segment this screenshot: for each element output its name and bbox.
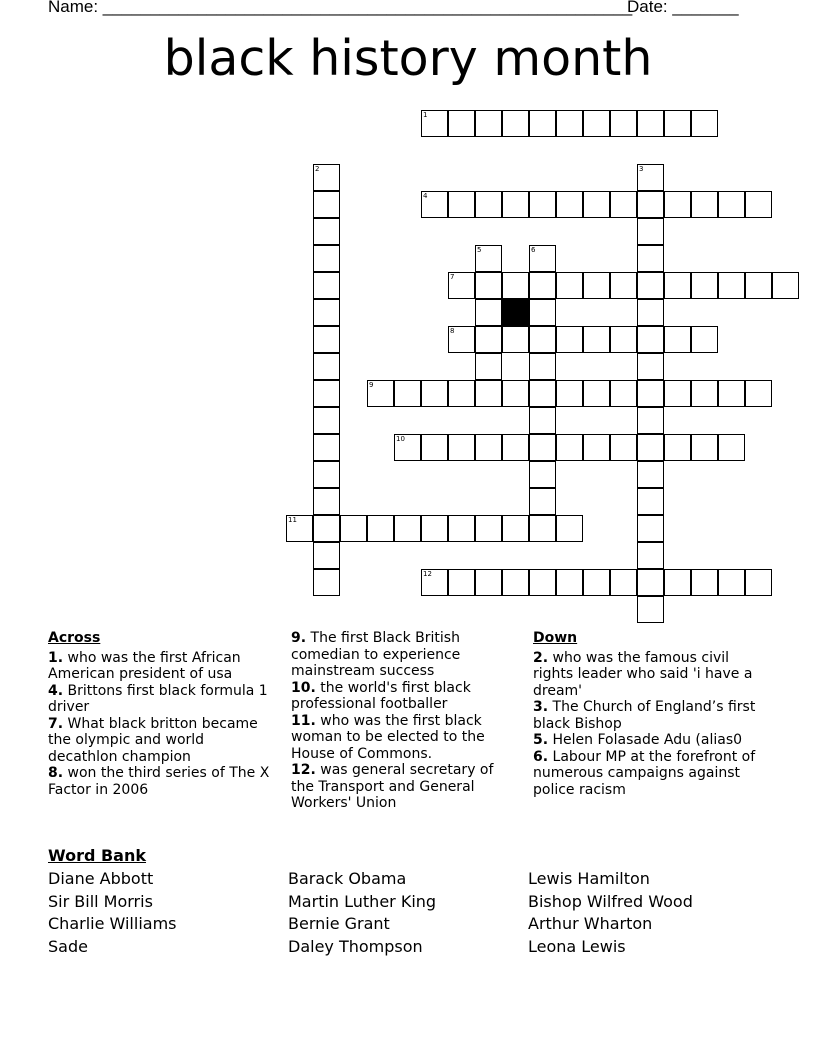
grid-cell[interactable] bbox=[691, 380, 718, 407]
clue-number-label: 2 bbox=[315, 165, 320, 173]
grid-cell[interactable] bbox=[637, 515, 664, 542]
name-field-label: Name: ________________________________________________________ bbox=[48, 0, 633, 16]
grid-cell[interactable] bbox=[475, 569, 502, 596]
grid-cell[interactable] bbox=[637, 272, 664, 299]
clue-down-2 bbox=[533, 650, 769, 700]
clue-number: 6. bbox=[533, 748, 549, 765]
grid-cell[interactable] bbox=[637, 407, 664, 434]
grid-cell[interactable] bbox=[718, 191, 745, 218]
grid-cell[interactable] bbox=[637, 245, 664, 272]
clue-number: 1. bbox=[48, 649, 64, 666]
grid-cell[interactable] bbox=[502, 191, 529, 218]
grid-cell[interactable] bbox=[583, 326, 610, 353]
clue-text: the world's first black professional footballer bbox=[291, 679, 471, 712]
grid-cell[interactable] bbox=[664, 326, 691, 353]
grid-cell[interactable] bbox=[637, 434, 664, 461]
grid-cell[interactable] bbox=[313, 353, 340, 380]
grid-cell[interactable] bbox=[583, 569, 610, 596]
across-clues-column-2 bbox=[291, 630, 511, 812]
clue-number-label: 3 bbox=[639, 165, 644, 173]
grid-cell[interactable] bbox=[691, 569, 718, 596]
word-bank-item: Barack Obama bbox=[288, 869, 407, 888]
clue-text: Brittons first black formula 1 driver bbox=[48, 682, 268, 715]
clue-across-9 bbox=[291, 630, 511, 680]
clue-text: What black britton became the olympic and world decathlon champion bbox=[48, 715, 258, 765]
clue-number: 9. bbox=[291, 630, 307, 646]
grid-cell[interactable] bbox=[313, 542, 340, 569]
clue-text: who was the first black woman to be elected to the House of Commons. bbox=[291, 712, 485, 762]
clue-number: 3. bbox=[533, 699, 549, 715]
grid-cell[interactable] bbox=[529, 110, 556, 137]
down-heading: Down bbox=[533, 630, 578, 646]
grid-cell[interactable] bbox=[529, 353, 556, 380]
grid-cell[interactable] bbox=[529, 299, 556, 326]
grid-cell[interactable] bbox=[583, 272, 610, 299]
grid-cell[interactable] bbox=[556, 569, 583, 596]
grid-cell[interactable] bbox=[556, 110, 583, 137]
grid-cell[interactable] bbox=[664, 191, 691, 218]
grid-cell[interactable] bbox=[313, 461, 340, 488]
clue-across-7 bbox=[48, 716, 276, 766]
word-bank-item: Lewis Hamilton bbox=[528, 869, 650, 888]
grid-cell[interactable] bbox=[529, 569, 556, 596]
word-bank-heading: Word Bank bbox=[48, 846, 147, 865]
grid-cell[interactable] bbox=[718, 380, 745, 407]
clue-text: was general secretary of the Transport and General Workers' Union bbox=[291, 762, 494, 811]
grid-cell[interactable] bbox=[637, 488, 664, 515]
grid-cell[interactable] bbox=[745, 272, 772, 299]
grid-cell[interactable] bbox=[637, 353, 664, 380]
grid-cell[interactable] bbox=[610, 326, 637, 353]
grid-cell[interactable] bbox=[502, 434, 529, 461]
clue-text: Helen Folasade Adu (alias0 bbox=[552, 732, 743, 748]
grid-cell[interactable] bbox=[313, 245, 340, 272]
grid-cell[interactable] bbox=[637, 191, 664, 218]
grid-cell[interactable] bbox=[502, 326, 529, 353]
grid-cell[interactable] bbox=[610, 434, 637, 461]
grid-cell[interactable] bbox=[475, 515, 502, 542]
grid-cell[interactable] bbox=[313, 434, 340, 461]
grid-cell[interactable] bbox=[610, 110, 637, 137]
grid-cell[interactable] bbox=[313, 515, 340, 542]
grid-cell[interactable] bbox=[529, 272, 556, 299]
grid-cell[interactable] bbox=[313, 380, 340, 407]
grid-cell[interactable] bbox=[610, 569, 637, 596]
date-field-label: Date: _______ bbox=[627, 0, 739, 16]
clue-number-label: 12 bbox=[423, 570, 432, 578]
grid-cell[interactable] bbox=[637, 218, 664, 245]
word-bank-item: Sade bbox=[48, 937, 88, 957]
grid-cell[interactable] bbox=[313, 164, 340, 191]
grid-cell[interactable] bbox=[556, 515, 583, 542]
grid-cell[interactable] bbox=[664, 569, 691, 596]
grid-cell[interactable] bbox=[691, 272, 718, 299]
grid-cell[interactable] bbox=[664, 272, 691, 299]
clue-number: 12. bbox=[291, 762, 316, 778]
grid-cell[interactable] bbox=[583, 434, 610, 461]
clue-number: 4. bbox=[48, 682, 64, 699]
grid-cell[interactable] bbox=[313, 191, 340, 218]
grid-cell[interactable] bbox=[772, 272, 799, 299]
grid-cell[interactable] bbox=[718, 272, 745, 299]
grid-cell[interactable] bbox=[664, 110, 691, 137]
word-bank-item: Diane Abbott bbox=[48, 869, 154, 888]
clue-text: Labour MP at the forefront of numerous campaigns against police racism bbox=[533, 748, 756, 798]
black-square bbox=[502, 299, 529, 326]
grid-cell[interactable] bbox=[637, 326, 664, 353]
grid-cell[interactable] bbox=[448, 191, 475, 218]
grid-cell[interactable] bbox=[556, 380, 583, 407]
grid-cell[interactable] bbox=[556, 326, 583, 353]
clue-number-label: 8 bbox=[450, 327, 455, 335]
grid-cell[interactable] bbox=[421, 569, 448, 596]
grid-cell[interactable] bbox=[529, 407, 556, 434]
grid-cell[interactable] bbox=[448, 515, 475, 542]
page-title: black history month bbox=[163, 30, 653, 87]
down-clues-column bbox=[533, 630, 769, 798]
clue-across-11 bbox=[291, 713, 511, 763]
grid-cell[interactable] bbox=[502, 380, 529, 407]
grid-cell[interactable] bbox=[475, 380, 502, 407]
grid-cell[interactable] bbox=[448, 326, 475, 353]
word-bank-item: Leona Lewis bbox=[528, 937, 626, 957]
grid-cell[interactable] bbox=[313, 299, 340, 326]
grid-cell[interactable] bbox=[367, 515, 394, 542]
grid-cell[interactable] bbox=[394, 515, 421, 542]
grid-cell[interactable] bbox=[340, 515, 367, 542]
word-bank-item: Charlie Williams bbox=[48, 914, 177, 934]
grid-cell[interactable] bbox=[529, 191, 556, 218]
grid-cell[interactable] bbox=[529, 326, 556, 353]
grid-cell[interactable] bbox=[448, 434, 475, 461]
clue-number-label: 11 bbox=[288, 516, 297, 524]
clue-down-5 bbox=[533, 732, 769, 749]
grid-cell[interactable] bbox=[475, 353, 502, 380]
grid-cell[interactable] bbox=[475, 299, 502, 326]
grid-cell[interactable] bbox=[745, 191, 772, 218]
clue-across-1 bbox=[48, 650, 276, 683]
clue-text: The first Black British comedian to experience mainstream success bbox=[291, 630, 461, 679]
grid-cell[interactable] bbox=[583, 110, 610, 137]
grid-cell[interactable] bbox=[529, 461, 556, 488]
grid-cell[interactable] bbox=[313, 326, 340, 353]
grid-cell[interactable] bbox=[394, 434, 421, 461]
clue-number-label: 10 bbox=[396, 435, 405, 443]
clue-text: The Church of England’s first black Bishop bbox=[533, 699, 756, 732]
grid-cell[interactable] bbox=[718, 569, 745, 596]
grid-cell[interactable] bbox=[745, 380, 772, 407]
grid-cell[interactable] bbox=[637, 299, 664, 326]
grid-cell[interactable] bbox=[637, 380, 664, 407]
clue-number: 5. bbox=[533, 732, 549, 748]
word-bank-item: Sir Bill Morris bbox=[48, 891, 153, 911]
clue-text: who was the first African American president of usa bbox=[48, 649, 241, 682]
grid-cell[interactable] bbox=[529, 434, 556, 461]
grid-cell[interactable] bbox=[718, 434, 745, 461]
grid-cell[interactable] bbox=[421, 434, 448, 461]
clue-across-12 bbox=[291, 762, 511, 812]
clue-text: won the third series of The X Factor in 2006 bbox=[48, 765, 270, 798]
clue-text: who was the famous civil rights leader who said 'i have a dream' bbox=[533, 649, 753, 699]
grid-cell[interactable] bbox=[637, 461, 664, 488]
grid-cell[interactable] bbox=[502, 569, 529, 596]
grid-cell[interactable] bbox=[421, 110, 448, 137]
grid-cell[interactable] bbox=[637, 569, 664, 596]
grid-cell[interactable] bbox=[637, 596, 664, 623]
grid-cell[interactable] bbox=[502, 515, 529, 542]
clue-down-3 bbox=[533, 699, 769, 732]
grid-cell[interactable] bbox=[448, 569, 475, 596]
grid-cell[interactable] bbox=[421, 515, 448, 542]
clue-across-4 bbox=[48, 683, 276, 716]
grid-cell[interactable] bbox=[475, 326, 502, 353]
word-bank-item: Daley Thompson bbox=[288, 937, 423, 957]
grid-cell[interactable] bbox=[313, 488, 340, 515]
clue-number: 8. bbox=[48, 765, 64, 781]
clue-number: 10. bbox=[291, 679, 316, 696]
grid-cell[interactable] bbox=[313, 218, 340, 245]
grid-cell[interactable] bbox=[610, 380, 637, 407]
grid-cell[interactable] bbox=[502, 110, 529, 137]
grid-cell[interactable] bbox=[448, 110, 475, 137]
grid-cell[interactable] bbox=[637, 542, 664, 569]
grid-cell[interactable] bbox=[529, 245, 556, 272]
grid-cell[interactable] bbox=[583, 191, 610, 218]
across-heading: Across bbox=[48, 630, 101, 646]
clue-number: 7. bbox=[48, 715, 64, 732]
word-bank-item: Arthur Wharton bbox=[528, 914, 653, 934]
clue-across-8 bbox=[48, 765, 276, 798]
grid-cell[interactable] bbox=[691, 110, 718, 137]
word-bank-item: Bishop Wilfred Wood bbox=[528, 891, 693, 911]
grid-cell[interactable] bbox=[529, 515, 556, 542]
grid-cell[interactable] bbox=[529, 488, 556, 515]
grid-cell[interactable] bbox=[637, 164, 664, 191]
word-bank-item: Bernie Grant bbox=[288, 914, 390, 934]
word-bank-item: Martin Luther King bbox=[288, 891, 437, 911]
grid-cell[interactable] bbox=[664, 434, 691, 461]
grid-cell[interactable] bbox=[367, 380, 394, 407]
clue-number: 11. bbox=[291, 712, 316, 729]
clue-number-label: 9 bbox=[369, 381, 374, 389]
clue-across-10 bbox=[291, 680, 511, 713]
grid-cell[interactable] bbox=[556, 272, 583, 299]
grid-cell[interactable] bbox=[502, 272, 529, 299]
grid-cell[interactable] bbox=[313, 569, 340, 596]
word-bank-column-1 bbox=[48, 868, 177, 959]
clue-number-label: 1 bbox=[423, 111, 428, 119]
grid-cell[interactable] bbox=[421, 380, 448, 407]
grid-cell[interactable] bbox=[421, 191, 448, 218]
grid-cell[interactable] bbox=[556, 434, 583, 461]
word-bank-column-2 bbox=[288, 868, 436, 959]
clue-number-label: 7 bbox=[450, 273, 455, 281]
grid-cell[interactable] bbox=[448, 272, 475, 299]
grid-cell[interactable] bbox=[313, 407, 340, 434]
clue-number: 2. bbox=[533, 649, 549, 666]
grid-cell[interactable] bbox=[691, 326, 718, 353]
grid-cell[interactable] bbox=[691, 434, 718, 461]
grid-cell[interactable] bbox=[475, 110, 502, 137]
clue-down-6 bbox=[533, 749, 769, 799]
grid-cell[interactable] bbox=[664, 380, 691, 407]
grid-cell[interactable] bbox=[745, 569, 772, 596]
clue-number-label: 4 bbox=[423, 192, 428, 200]
grid-cell[interactable] bbox=[313, 272, 340, 299]
grid-cell[interactable] bbox=[475, 434, 502, 461]
grid-cell[interactable] bbox=[556, 191, 583, 218]
grid-cell[interactable] bbox=[637, 110, 664, 137]
grid-cell[interactable] bbox=[475, 245, 502, 272]
grid-cell[interactable] bbox=[448, 380, 475, 407]
clue-number-label: 6 bbox=[531, 246, 536, 254]
clue-number-label: 5 bbox=[477, 246, 482, 254]
grid-cell[interactable] bbox=[475, 191, 502, 218]
grid-cell[interactable] bbox=[394, 380, 421, 407]
grid-cell[interactable] bbox=[475, 272, 502, 299]
word-bank-column-3 bbox=[528, 868, 693, 959]
grid-cell[interactable] bbox=[529, 380, 556, 407]
across-clues-column-1 bbox=[48, 630, 276, 798]
grid-cell[interactable] bbox=[610, 272, 637, 299]
grid-cell[interactable] bbox=[610, 191, 637, 218]
grid-cell[interactable] bbox=[583, 380, 610, 407]
grid-cell[interactable] bbox=[286, 515, 313, 542]
grid-cell[interactable] bbox=[691, 191, 718, 218]
